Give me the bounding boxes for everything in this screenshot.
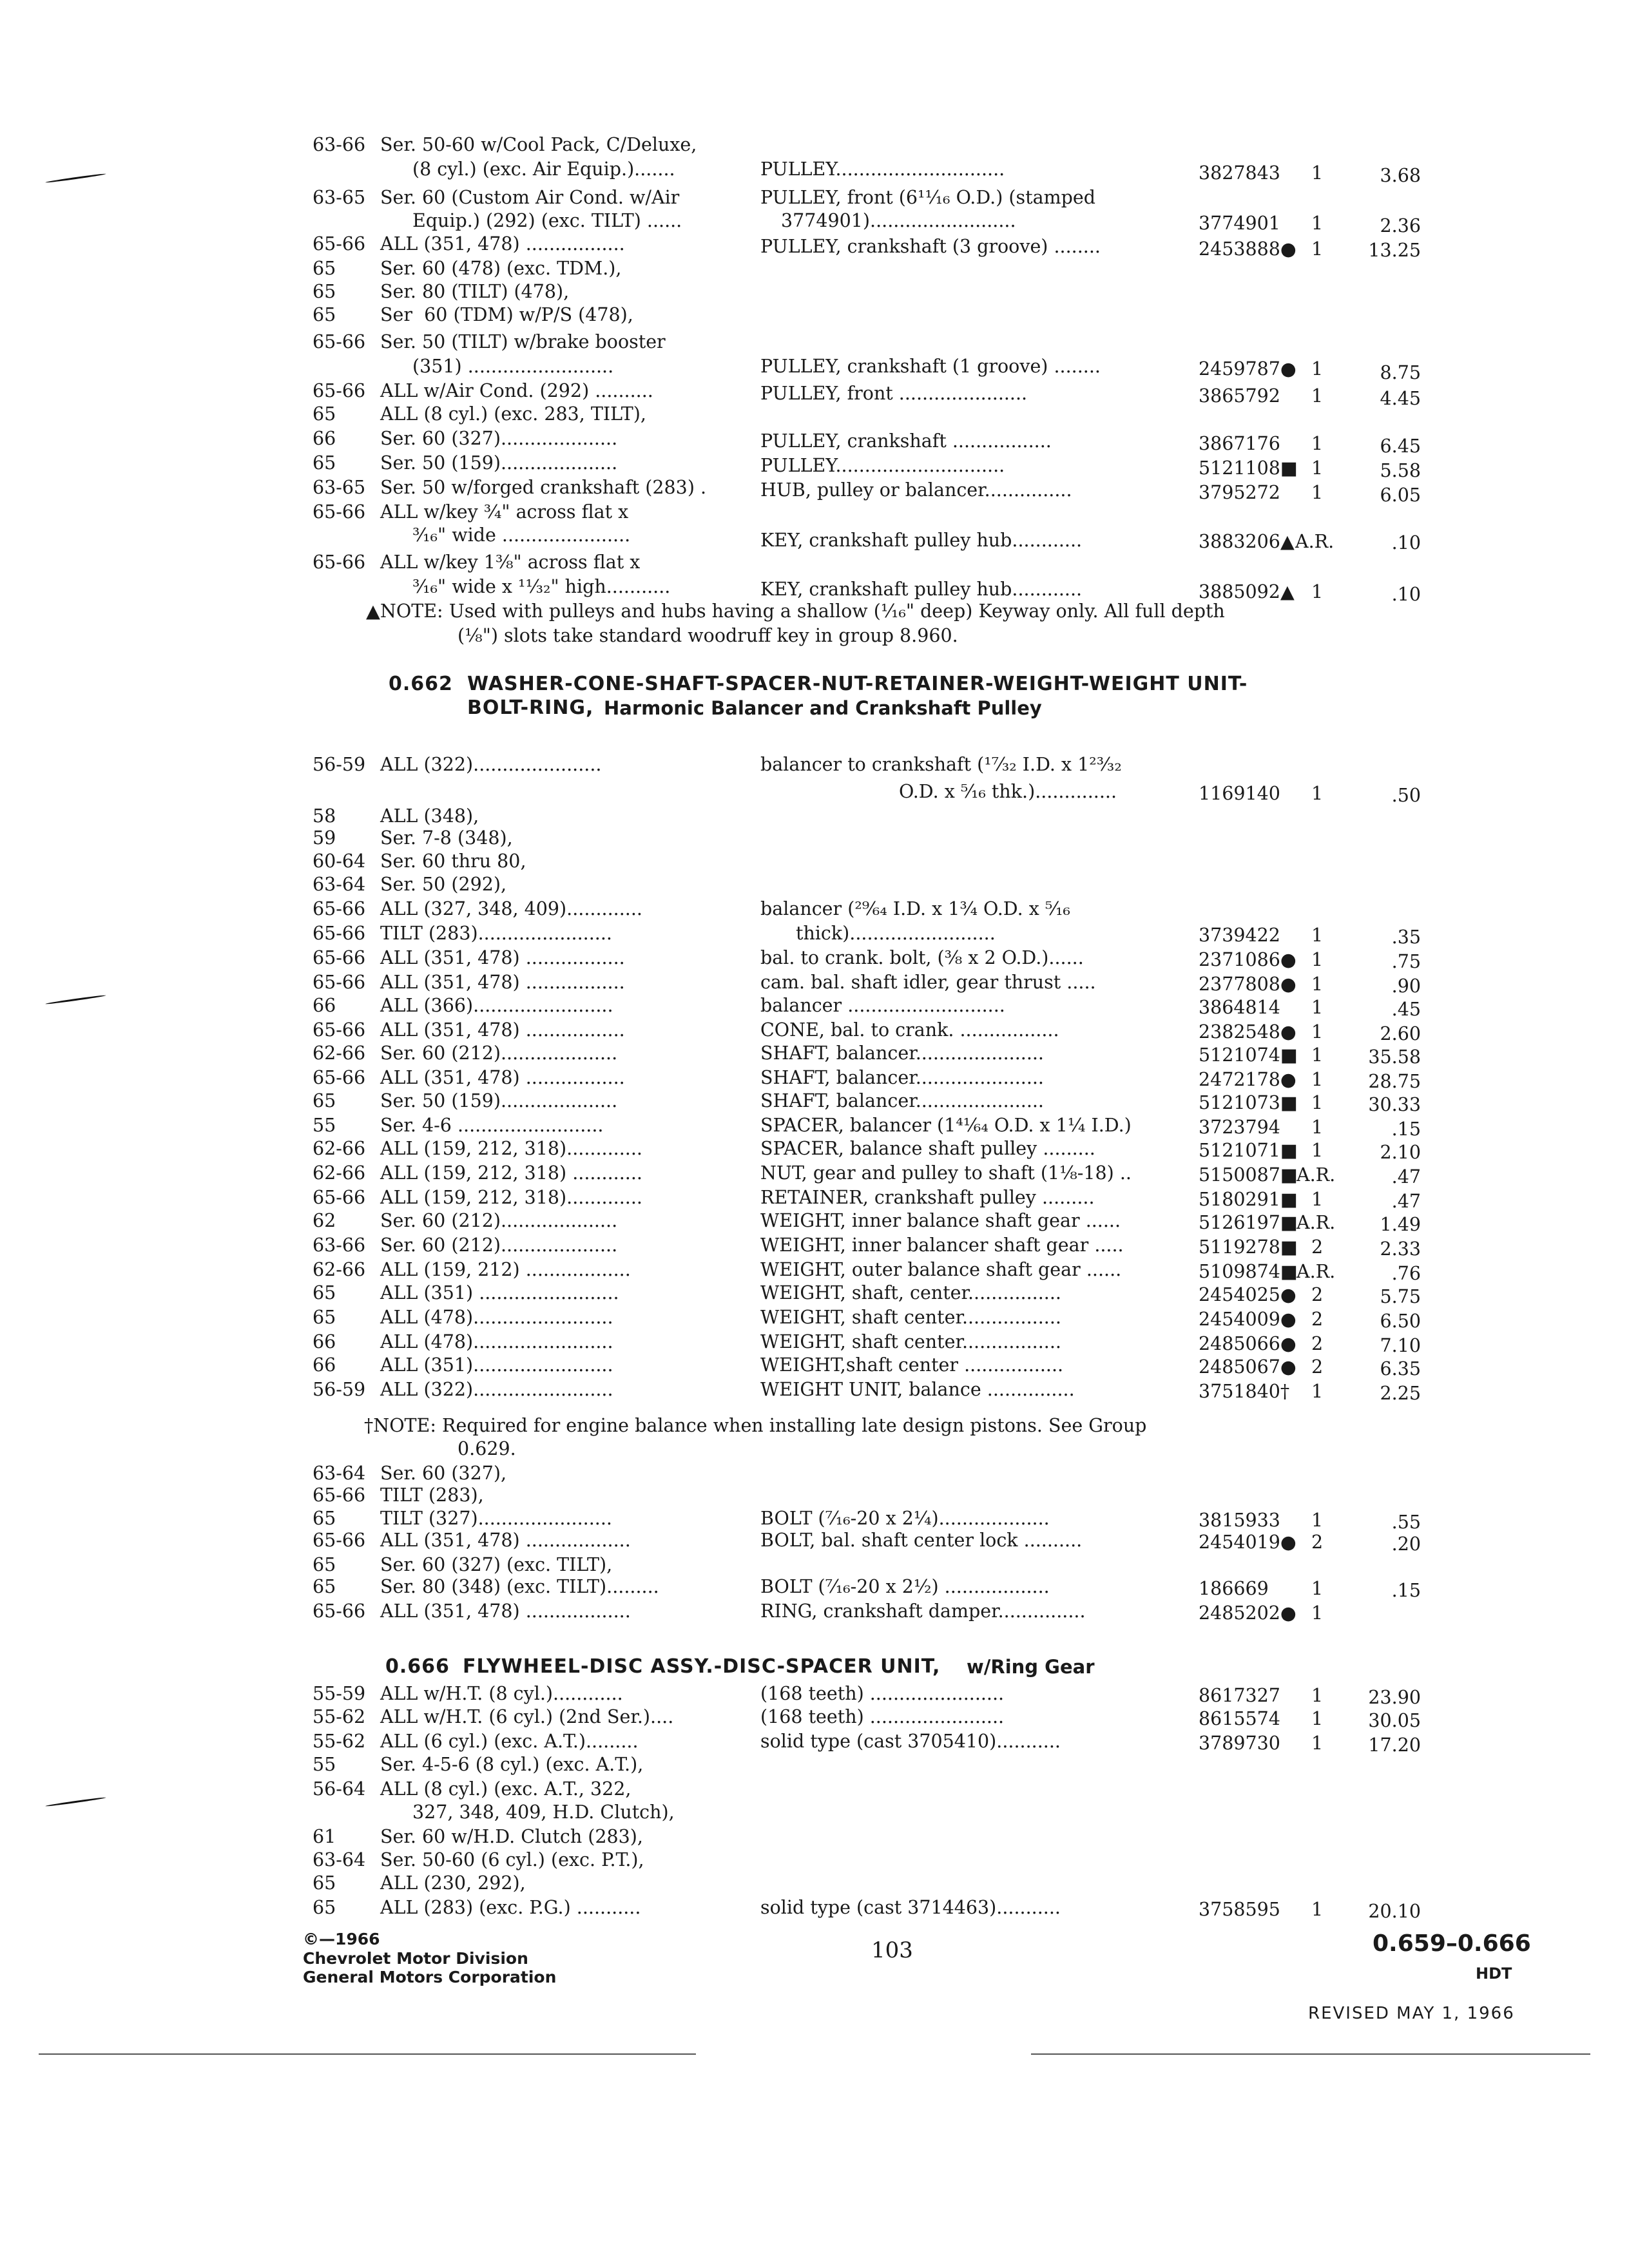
row-price: 2.33 — [1380, 1238, 1421, 1260]
row-qty: 1 — [1311, 1899, 1324, 1920]
row-part: 2485067● — [1199, 1356, 1296, 1378]
row-model: ALL (351, 478) ................. — [380, 1019, 625, 1041]
row-desc: SHAFT, balancer...................... — [760, 1043, 1044, 1064]
row-price: 30.05 — [1368, 1710, 1421, 1731]
row-model: Ser. 60 (212).................... — [380, 1235, 618, 1256]
section-title: WASHER-CONE-SHAFT-SPACER-NUT-RETAINER-WEIGHT-WEIGHT UNIT- — [467, 673, 1248, 695]
margin-mark — [45, 173, 106, 183]
row-part: 2382548● — [1199, 1021, 1296, 1043]
row-part: 5109874■ — [1199, 1261, 1298, 1282]
section-subtitle: w/Ring Gear — [967, 1656, 1095, 1678]
row-price: 17.20 — [1368, 1735, 1421, 1756]
row-part: 5180291■ — [1199, 1189, 1298, 1210]
row-price: 1.49 — [1380, 1214, 1421, 1235]
row-price: .15 — [1391, 1119, 1421, 1140]
row-price: 2.36 — [1380, 215, 1421, 236]
row-model: TILT (327)....................... — [380, 1508, 612, 1529]
row-part: 8617327 — [1199, 1685, 1280, 1706]
row-part: 3795272 — [1199, 482, 1280, 503]
row-model: Ser. 50-60 w/Cool Pack, C/Deluxe, — [380, 134, 697, 155]
row-price: .45 — [1391, 999, 1421, 1020]
row-model: ALL w/H.T. (8 cyl.)............ — [380, 1683, 623, 1704]
row-year: 65-66 — [313, 1067, 366, 1088]
row-price: 7.10 — [1380, 1335, 1421, 1356]
row-qty: 1 — [1311, 213, 1324, 234]
row-desc: WEIGHT, inner balance shaft gear ...... — [760, 1210, 1121, 1231]
row-price: 2.60 — [1380, 1023, 1421, 1044]
row-model: ³⁄₁₆" wide x ¹¹⁄₃₂" high........... — [412, 576, 671, 597]
row-desc: bal. to crank. bolt, (³⁄₈ x 2 O.D.)...... — [760, 947, 1084, 968]
row-year: 65 — [313, 304, 336, 325]
row-year: 65-66 — [313, 1600, 366, 1622]
row-price: 20.10 — [1368, 1901, 1421, 1922]
row-part: 8615574 — [1199, 1708, 1280, 1729]
row-part: 3883206▲ — [1199, 531, 1295, 552]
division: Chevrolet Motor Division — [303, 1949, 528, 1968]
row-model: ALL w/Air Cond. (292) .......... — [380, 380, 653, 401]
row-desc: RETAINER, crankshaft pulley ......... — [760, 1187, 1095, 1208]
row-year: 63-65 — [313, 187, 366, 208]
row-year: 63-64 — [313, 874, 366, 895]
row-qty: 2 — [1311, 1284, 1324, 1305]
row-model: Ser. 60 (212).................... — [380, 1043, 618, 1064]
row-year: 65-66 — [313, 1019, 366, 1041]
row-model: TILT (283)....................... — [380, 923, 612, 944]
row-desc: solid type (cast 3705410)........... — [760, 1731, 1061, 1752]
row-price: .10 — [1391, 584, 1421, 605]
row-year: 66 — [313, 1354, 336, 1376]
row-year: 56-64 — [313, 1778, 366, 1800]
row-year: 65-66 — [313, 233, 366, 255]
row-year: 60-64 — [313, 850, 366, 872]
row-price: .90 — [1391, 975, 1421, 997]
row-qty: 1 — [1311, 581, 1324, 602]
row-year: 55-62 — [313, 1706, 366, 1727]
row-year: 65-66 — [313, 501, 366, 523]
row-qty: 2 — [1311, 1309, 1324, 1330]
row-desc: 3774901)......................... — [781, 210, 1016, 231]
row-part: 5121071■ — [1199, 1140, 1298, 1161]
row-model: ALL (351, 478) ................. — [380, 233, 625, 255]
row-desc: balancer (²⁹⁄₆₄ I.D. x 1³⁄₄ O.D. x ⁵⁄₁₆ — [760, 898, 1070, 919]
row-model: ALL (478)........................ — [380, 1331, 613, 1352]
row-qty: 1 — [1311, 1069, 1324, 1090]
row-desc: SPACER, balancer (1⁴¹⁄₆₄ O.D. x 1¹⁄₄ I.D.) — [760, 1115, 1132, 1136]
row-part: 186669 — [1199, 1578, 1269, 1599]
row-qty: A.R. — [1296, 1212, 1336, 1233]
row-year: 65 — [313, 1872, 336, 1894]
row-price: .35 — [1391, 927, 1421, 948]
row-model: ALL (159, 212, 318) ............ — [380, 1162, 642, 1184]
row-model: (8 cyl.) (exc. Air Equip.)....... — [412, 159, 675, 180]
row-model: TILT (283), — [380, 1485, 484, 1506]
row-qty: 1 — [1311, 238, 1324, 260]
corporation: General Motors Corporation — [303, 1968, 557, 1986]
row-price: .75 — [1391, 951, 1421, 972]
row-qty: 1 — [1311, 974, 1324, 995]
copyright: ©—1966 — [303, 1930, 380, 1948]
row-year: 65 — [313, 1508, 336, 1529]
row-qty: 1 — [1311, 949, 1324, 970]
row-model: ALL (327, 348, 409)............. — [380, 898, 642, 919]
row-model: Ser. 80 (TILT) (478), — [380, 281, 570, 302]
row-year: 65-66 — [313, 1485, 366, 1506]
row-model: ³⁄₁₆" wide ...................... — [412, 524, 631, 546]
row-model: ALL (6 cyl.) (exc. A.T.)......... — [380, 1731, 639, 1752]
row-year: 65-66 — [313, 972, 366, 993]
margin-mark — [45, 1796, 106, 1807]
row-model: ALL (159, 212, 318)............. — [380, 1138, 642, 1159]
row-model: Ser. 60 (478) (exc. TDM.), — [380, 258, 622, 279]
row-year: 56-59 — [313, 1379, 366, 1400]
row-desc: thick)......................... — [796, 923, 996, 944]
row-model: Ser. 50 w/forged crankshaft (283) . — [380, 477, 707, 498]
row-part: 5121074■ — [1199, 1044, 1298, 1066]
row-desc: KEY, crankshaft pulley hub............ — [760, 530, 1083, 551]
row-year: 65 — [313, 1554, 336, 1575]
section-subtitle: Harmonic Balancer and Crankshaft Pulley — [604, 697, 1042, 719]
group-range: 0.659–0.666 — [1373, 1930, 1531, 1957]
row-qty: 1 — [1311, 162, 1324, 184]
row-year: 65-66 — [313, 380, 366, 401]
section-number: 0.662 — [389, 673, 453, 695]
row-qty: 1 — [1311, 1578, 1324, 1599]
row-price: .20 — [1391, 1533, 1421, 1555]
row-desc: BOLT, bal. shaft center lock .......... — [760, 1530, 1083, 1551]
row-year: 65 — [313, 1576, 336, 1597]
row-model: ALL (351, 478) .................. — [380, 1530, 631, 1551]
row-model: Ser. 4-6 ......................... — [380, 1115, 604, 1136]
row-desc: CONE, bal. to crank. ................. — [760, 1019, 1059, 1041]
row-part: 2454019● — [1199, 1532, 1296, 1553]
row-price: 6.35 — [1380, 1358, 1421, 1379]
row-year: 62 — [313, 1210, 336, 1231]
row-qty: 1 — [1311, 1381, 1324, 1402]
row-model: ALL (351, 478) ................. — [380, 947, 625, 968]
row-year: 61 — [313, 1826, 336, 1847]
note-text: (¹⁄₈") slots take standard woodruff key in group 8.960. — [458, 625, 958, 646]
row-price: 5.75 — [1380, 1286, 1421, 1307]
row-model: ALL (478)........................ — [380, 1307, 613, 1328]
row-part: 3815933 — [1199, 1510, 1280, 1531]
row-price: 35.58 — [1368, 1046, 1421, 1068]
row-model: ALL (351, 478) .................. — [380, 1600, 631, 1622]
row-model: ALL (283) (exc. P.G.) ........... — [380, 1897, 641, 1918]
row-model: ALL (8 cyl.) (exc. 283, TILT), — [380, 403, 646, 425]
row-qty: 1 — [1311, 925, 1324, 946]
row-model: Ser. 50 (159).................... — [380, 452, 618, 474]
row-model: Ser. 80 (348) (exc. TILT)......... — [380, 1576, 659, 1597]
row-year: 62-66 — [313, 1259, 366, 1280]
row-model: ALL w/key ³⁄₄" across flat x — [380, 501, 629, 523]
row-model: Ser 60 (TDM) w/P/S (478), — [380, 304, 633, 325]
row-price: 5.58 — [1380, 460, 1421, 481]
row-qty: 2 — [1311, 1356, 1324, 1378]
row-part: 5150087■ — [1199, 1164, 1298, 1186]
row-year: 65-66 — [313, 898, 366, 919]
row-part: 3827843 — [1199, 162, 1280, 184]
row-price: 3.68 — [1380, 165, 1421, 186]
row-price: 8.75 — [1380, 362, 1421, 383]
row-part: 3723794 — [1199, 1117, 1280, 1138]
row-part: 3774901 — [1199, 213, 1280, 234]
row-year: 65-66 — [313, 331, 366, 352]
row-year: 59 — [313, 827, 336, 849]
row-qty: 1 — [1311, 1021, 1324, 1043]
row-year: 65-66 — [313, 947, 366, 968]
row-qty: 1 — [1311, 1092, 1324, 1113]
row-year: 62-66 — [313, 1162, 366, 1184]
row-qty: 1 — [1311, 1602, 1324, 1624]
row-part: 2454009● — [1199, 1309, 1296, 1330]
row-model: Ser. 60 w/H.D. Clutch (283), — [380, 1826, 643, 1847]
row-qty: A.R. — [1295, 531, 1335, 552]
row-desc: KEY, crankshaft pulley hub............ — [760, 579, 1083, 600]
row-part: 3758595 — [1199, 1899, 1280, 1920]
row-desc: cam. bal. shaft idler, gear thrust ..... — [760, 972, 1096, 993]
row-year: 65 — [313, 1282, 336, 1303]
row-model: Ser. 60 (212).................... — [380, 1210, 618, 1231]
row-model: Ser. 60 thru 80, — [380, 850, 526, 872]
row-qty: 1 — [1311, 482, 1324, 503]
row-price: .55 — [1391, 1512, 1421, 1533]
row-year: 63-66 — [313, 1235, 366, 1256]
row-part: 2485066● — [1199, 1333, 1296, 1354]
row-year: 55-59 — [313, 1683, 366, 1704]
row-price: 2.25 — [1380, 1383, 1421, 1404]
row-part: 2459787● — [1199, 358, 1296, 380]
row-model: ALL w/H.T. (6 cyl.) (2nd Ser.).... — [380, 1706, 674, 1727]
row-qty: 1 — [1311, 1117, 1324, 1138]
row-part: 2454025● — [1199, 1284, 1296, 1305]
row-part: 5119278■ — [1199, 1236, 1298, 1258]
row-model: ALL (351, 478) ................. — [380, 972, 625, 993]
row-part: 3865792 — [1199, 385, 1280, 407]
row-model: ALL (8 cyl.) (exc. A.T., 322, — [380, 1778, 631, 1800]
row-qty: 1 — [1311, 1733, 1324, 1754]
row-price: .15 — [1391, 1580, 1421, 1601]
row-desc: WEIGHT, shaft, center................ — [760, 1282, 1061, 1303]
row-model: Ser. 60 (327), — [380, 1463, 507, 1484]
row-desc: BOLT (⁷⁄₁₆-20 x 2¹⁄₂) .................. — [760, 1576, 1050, 1597]
row-part: 2377808● — [1199, 974, 1296, 995]
row-price: 4.45 — [1380, 388, 1421, 409]
row-price: 2.10 — [1380, 1142, 1421, 1163]
note-text: †NOTE: Required for engine balance when installing late design pistons. See Group — [364, 1415, 1147, 1436]
row-model: ALL (322)........................ — [380, 1379, 613, 1400]
bottom-rule — [39, 2053, 696, 2055]
row-qty: 1 — [1311, 457, 1324, 479]
row-year: 65 — [313, 1307, 336, 1328]
row-price: 30.33 — [1368, 1094, 1421, 1115]
row-model: Ser. 7-8 (348), — [380, 827, 513, 849]
row-model: Ser. 60 (327).................... — [380, 428, 618, 449]
row-price: .47 — [1391, 1191, 1421, 1212]
row-year: 56-59 — [313, 754, 366, 775]
row-year: 65-66 — [313, 1187, 366, 1208]
row-desc: WEIGHT, outer balance shaft gear ...... — [760, 1259, 1122, 1280]
row-desc: WEIGHT, shaft center................. — [760, 1331, 1061, 1352]
row-price: 13.25 — [1368, 240, 1421, 261]
section-title: BOLT-RING, — [467, 697, 594, 719]
row-price: 28.75 — [1368, 1071, 1421, 1092]
row-desc: RING, crankshaft damper............... — [760, 1600, 1086, 1622]
row-year: 65 — [313, 403, 336, 425]
row-year: 55-62 — [313, 1731, 366, 1752]
row-year: 62-66 — [313, 1138, 366, 1159]
row-desc: (168 teeth) ....................... — [760, 1683, 1005, 1704]
row-part: 2472178● — [1199, 1069, 1296, 1090]
row-desc: balancer ........................... — [760, 995, 1005, 1016]
row-desc: WEIGHT, shaft center................. — [760, 1307, 1061, 1328]
row-year: 65 — [313, 452, 336, 474]
row-part: 3739422 — [1199, 925, 1280, 946]
row-qty: 1 — [1311, 997, 1324, 1018]
row-model: ALL (159, 212) .................. — [380, 1259, 631, 1280]
row-desc: PULLEY, crankshaft (1 groove) ........ — [760, 356, 1101, 377]
row-year: 65 — [313, 1897, 336, 1918]
row-price: .47 — [1391, 1166, 1421, 1187]
row-desc: PULLEY............................. — [760, 455, 1005, 476]
row-part: 1169140 — [1199, 783, 1280, 804]
row-model: ALL (230, 292), — [380, 1872, 526, 1894]
section-number: 0.666 — [385, 1655, 450, 1678]
note-text: 0.629. — [458, 1438, 516, 1459]
row-year: 66 — [313, 995, 336, 1016]
row-model: Ser. 4-5-6 (8 cyl.) (exc. A.T.), — [380, 1754, 644, 1775]
row-qty: 1 — [1311, 1510, 1324, 1531]
row-part: 2453888● — [1199, 238, 1296, 260]
row-year: 65 — [313, 281, 336, 302]
row-year: 65 — [313, 1090, 336, 1111]
row-year: 65-66 — [313, 923, 366, 944]
row-model: ALL (366)........................ — [380, 995, 613, 1016]
row-year: 63-64 — [313, 1849, 366, 1870]
row-year: 58 — [313, 805, 336, 827]
row-part: 3789730 — [1199, 1733, 1280, 1754]
row-desc: HUB, pulley or balancer............... — [760, 479, 1072, 501]
row-desc: SHAFT, balancer...................... — [760, 1067, 1044, 1088]
row-desc: (168 teeth) ....................... — [760, 1706, 1005, 1727]
row-model: Ser. 50 (159).................... — [380, 1090, 618, 1111]
row-qty: 1 — [1311, 1685, 1324, 1706]
row-qty: 1 — [1311, 433, 1324, 454]
row-desc: PULLEY............................. — [760, 159, 1005, 180]
row-part: 5121108■ — [1199, 457, 1298, 479]
revised-date: REVISED MAY 1, 1966 — [1308, 2004, 1515, 2023]
row-model: 327, 348, 409, H.D. Clutch), — [412, 1802, 675, 1823]
row-year: 65-66 — [313, 1530, 366, 1551]
row-desc: PULLEY, crankshaft (3 groove) ........ — [760, 236, 1101, 257]
row-qty: 1 — [1311, 1044, 1324, 1066]
row-year: 62-66 — [313, 1043, 366, 1064]
row-desc: NUT, gear and pulley to shaft (1¹⁄₈-18) .. — [760, 1162, 1132, 1184]
row-model: Ser. 50 (292), — [380, 874, 507, 895]
row-year: 55 — [313, 1115, 336, 1136]
row-desc: PULLEY, front ...................... — [760, 383, 1028, 404]
page-number: 103 — [871, 1937, 913, 1963]
row-model: ALL (351, 478) ................. — [380, 1067, 625, 1088]
row-model: Ser. 50 (TILT) w/brake booster — [380, 331, 666, 352]
row-price: 6.50 — [1380, 1311, 1421, 1332]
row-part: 3751840† — [1199, 1381, 1290, 1402]
row-price: 6.05 — [1380, 485, 1421, 506]
row-part: 5126197■ — [1199, 1212, 1298, 1233]
bottom-rule — [1031, 2053, 1590, 2055]
row-model: ALL (351) ........................ — [380, 1282, 619, 1303]
catalog-code: HDT — [1476, 1965, 1512, 1983]
row-desc: solid type (cast 3714463)........... — [760, 1897, 1061, 1918]
row-model: ALL (351)........................ — [380, 1354, 613, 1376]
row-desc: PULLEY, crankshaft ................. — [760, 430, 1052, 452]
note-text: ▲NOTE: Used with pulleys and hubs having a shallow (¹⁄₁₆" deep) Keyway only. All full depth — [366, 601, 1225, 622]
row-model: Ser. 60 (Custom Air Cond. w/Air — [380, 187, 680, 208]
row-year: 63-66 — [313, 134, 366, 155]
row-qty: 1 — [1311, 783, 1324, 804]
row-price: .76 — [1391, 1263, 1421, 1284]
row-qty: A.R. — [1296, 1164, 1336, 1186]
row-qty: 2 — [1311, 1236, 1324, 1258]
row-qty: 2 — [1311, 1333, 1324, 1354]
row-qty: 1 — [1311, 385, 1324, 407]
row-price: .10 — [1391, 532, 1421, 553]
row-year: 66 — [313, 428, 336, 449]
row-desc: WEIGHT, inner balancer shaft gear ..... — [760, 1235, 1124, 1256]
row-desc: SPACER, balance shaft pulley ......... — [760, 1138, 1095, 1159]
row-model: Equip.) (292) (exc. TILT) ...... — [412, 210, 682, 231]
row-year: 66 — [313, 1331, 336, 1352]
row-desc: BOLT (⁷⁄₁₆-20 x 2¹⁄₄)................... — [760, 1508, 1050, 1529]
row-price: 23.90 — [1368, 1687, 1421, 1708]
row-model: Ser. 50-60 (6 cyl.) (exc. P.T.), — [380, 1849, 644, 1870]
row-desc: SHAFT, balancer...................... — [760, 1090, 1044, 1111]
row-desc: PULLEY, front (6¹¹⁄₁₆ O.D.) (stamped — [760, 187, 1095, 208]
row-model: ALL (159, 212, 318)............. — [380, 1187, 642, 1208]
row-part: 2371086● — [1199, 949, 1296, 970]
row-qty: 1 — [1311, 1708, 1324, 1729]
row-year: 65-66 — [313, 552, 366, 573]
row-model: (351) ......................... — [412, 356, 614, 377]
section-title: FLYWHEEL-DISC ASSY.-DISC-SPACER UNIT, — [463, 1655, 941, 1678]
row-year: 65 — [313, 258, 336, 279]
row-part: 3867176 — [1199, 433, 1280, 454]
row-price: .50 — [1391, 785, 1421, 806]
row-year: 55 — [313, 1754, 336, 1775]
row-part: 2485202● — [1199, 1602, 1296, 1624]
row-price: 6.45 — [1380, 436, 1421, 457]
row-qty: 1 — [1311, 1189, 1324, 1210]
row-qty: 1 — [1311, 358, 1324, 380]
row-desc: O.D. x ⁵⁄₁₆ thk.).............. — [899, 781, 1117, 802]
row-model: ALL (322)...................... — [380, 754, 602, 775]
row-model: ALL w/key 1³⁄₈" across flat x — [380, 552, 641, 573]
row-desc: WEIGHT UNIT, balance ............... — [760, 1379, 1075, 1400]
row-qty: A.R. — [1296, 1261, 1336, 1282]
row-qty: 2 — [1311, 1532, 1324, 1553]
margin-mark — [45, 994, 106, 1004]
row-desc: balancer to crankshaft (¹⁷⁄₃₂ I.D. x 1²³⁄₃₂ — [760, 754, 1122, 775]
row-qty: 1 — [1311, 1140, 1324, 1161]
row-desc: WEIGHT,shaft center ................. — [760, 1354, 1064, 1376]
row-part: 3885092▲ — [1199, 581, 1295, 602]
row-year: 63-64 — [313, 1463, 366, 1484]
row-year: 63-65 — [313, 477, 366, 498]
row-part: 5121073■ — [1199, 1092, 1298, 1113]
row-model: Ser. 60 (327) (exc. TILT), — [380, 1554, 613, 1575]
row-part: 3864814 — [1199, 997, 1280, 1018]
row-model: ALL (348), — [380, 805, 479, 827]
